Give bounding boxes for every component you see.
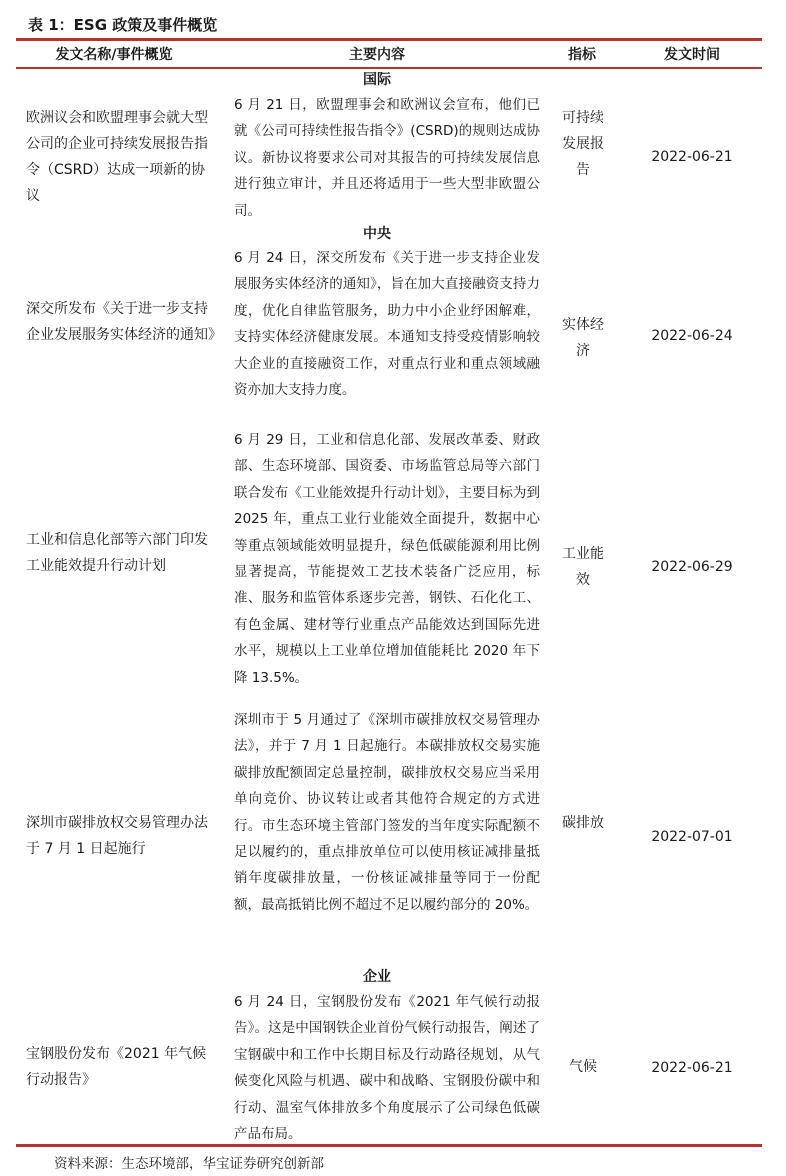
source-note: 资料来源：生态环境部，华宝证券研究创新部 [54, 1156, 324, 1172]
table-top-rule [16, 38, 762, 41]
section-international: 国际 [363, 72, 391, 88]
table-title: 表 1：ESG 政策及事件概览 [28, 16, 218, 34]
row-1-content: 6 月 21 日，欧盟理事会和欧洲议会宣布，他们已就《公司可持续性报告指令》(CSRD)的规则达成协议。新协议将要求公司对其报告的可持续发展信息进行独立审计，并且还将适用于一些大型非欧盟公司。 [234, 97, 540, 219]
row-3-date: 2022-06-29 [651, 559, 733, 575]
row-4-content: 深圳市于 5 月通过了《深圳市碳排放权交易管理办法》，并于 7 月 1 日起施行。本碳排放权交易实施碳排放配额固定总量控制，碳排放权交易应当采用单向竞价、协议转让或者其他符合规定的方式进行。市生态环境主管部门签发的当年度实际配额不足以履约的，重点排放单位可以使用核证减排量抵销年度碳排放量，一份核证减排量等同于一份配额，最高抵销比例不超过不足以履约部分的 20%。 [234, 712, 540, 913]
row-2-content: 6 月 24 日，深交所发布《关于进一步支持企业发展服务实体经济的通知》，旨在加大直接融资支持力度，优化自律监管服务，助力中小企业纾困解难，支持实体经济健康发展。本通知支持受疫情影响较大企业的直接融资工作，对重点行业和重点领域融资亦加大支持力度。 [234, 250, 540, 399]
header-name: 发文名称/事件概览 [55, 47, 173, 63]
section-central: 中央 [363, 226, 391, 242]
header-content: 主要内容 [349, 47, 405, 63]
row-3-indicator: 工业能效 [562, 546, 604, 588]
section-enterprise: 企业 [363, 969, 391, 985]
row-1-name: 欧洲议会和欧盟理事会就大型公司的企业可持续发展报告指令（CSRD）达成一项新的协议 [26, 110, 208, 204]
row-5-content: 6 月 24 日，宝钢股份发布《2021 年气候行动报告》。这是中国钢铁企业首份气候行动报告，阐述了宝钢碳中和工作中长期目标及行动路径规划，从气候变化风险与机遇、碳中和战略、宝钢股份碳中和行动、温室气体排放多个角度展示了公司绿色低碳产品布局。 [234, 994, 540, 1143]
row-5-indicator: 气候 [569, 1059, 597, 1075]
row-4-name: 深圳市碳排放权交易管理办法于 7 月 1 日起施行 [26, 815, 208, 857]
row-2-name: 深交所发布《关于进一步支持企业发展服务实体经济的通知》 [26, 301, 222, 343]
header-rule [16, 67, 762, 69]
header-date: 发文时间 [664, 47, 720, 63]
row-2-indicator: 实体经济 [562, 317, 604, 359]
row-4-date: 2022-07-01 [651, 829, 733, 845]
row-5-date: 2022-06-21 [651, 1060, 733, 1076]
row-3-content: 6 月 29 日，工业和信息化部、发展改革委、财政部、生态环境部、国资委、市场监管总局等六部门联合发布《工业能效提升行动计划》，主要目标为到 2025 年，重点工业行业能效全面提升，数据中心等重点领域能效明显提升，绿色低碳能源利用比例显著提高，节能提效工艺技术装备广泛应用，标准、服务和监管体系逐步完善，钢铁、石化化工、有色金属、建材等行业重点产品能效达到国际先进水平，规模以上工业单位增加值能耗比 2020 年下降 13.5%。 [234, 432, 540, 686]
header-indicator: 指标 [568, 47, 596, 63]
row-4-indicator: 碳排放 [562, 815, 604, 831]
row-5-name: 宝钢股份发布《2021 年气候行动报告》 [26, 1046, 207, 1088]
row-1-date: 2022-06-21 [651, 149, 733, 165]
row-1-indicator: 可持续发展报告 [562, 110, 604, 178]
table-bottom-rule [16, 1144, 762, 1147]
row-2-date: 2022-06-24 [651, 328, 733, 344]
row-3-name: 工业和信息化部等六部门印发工业能效提升行动计划 [26, 532, 208, 574]
